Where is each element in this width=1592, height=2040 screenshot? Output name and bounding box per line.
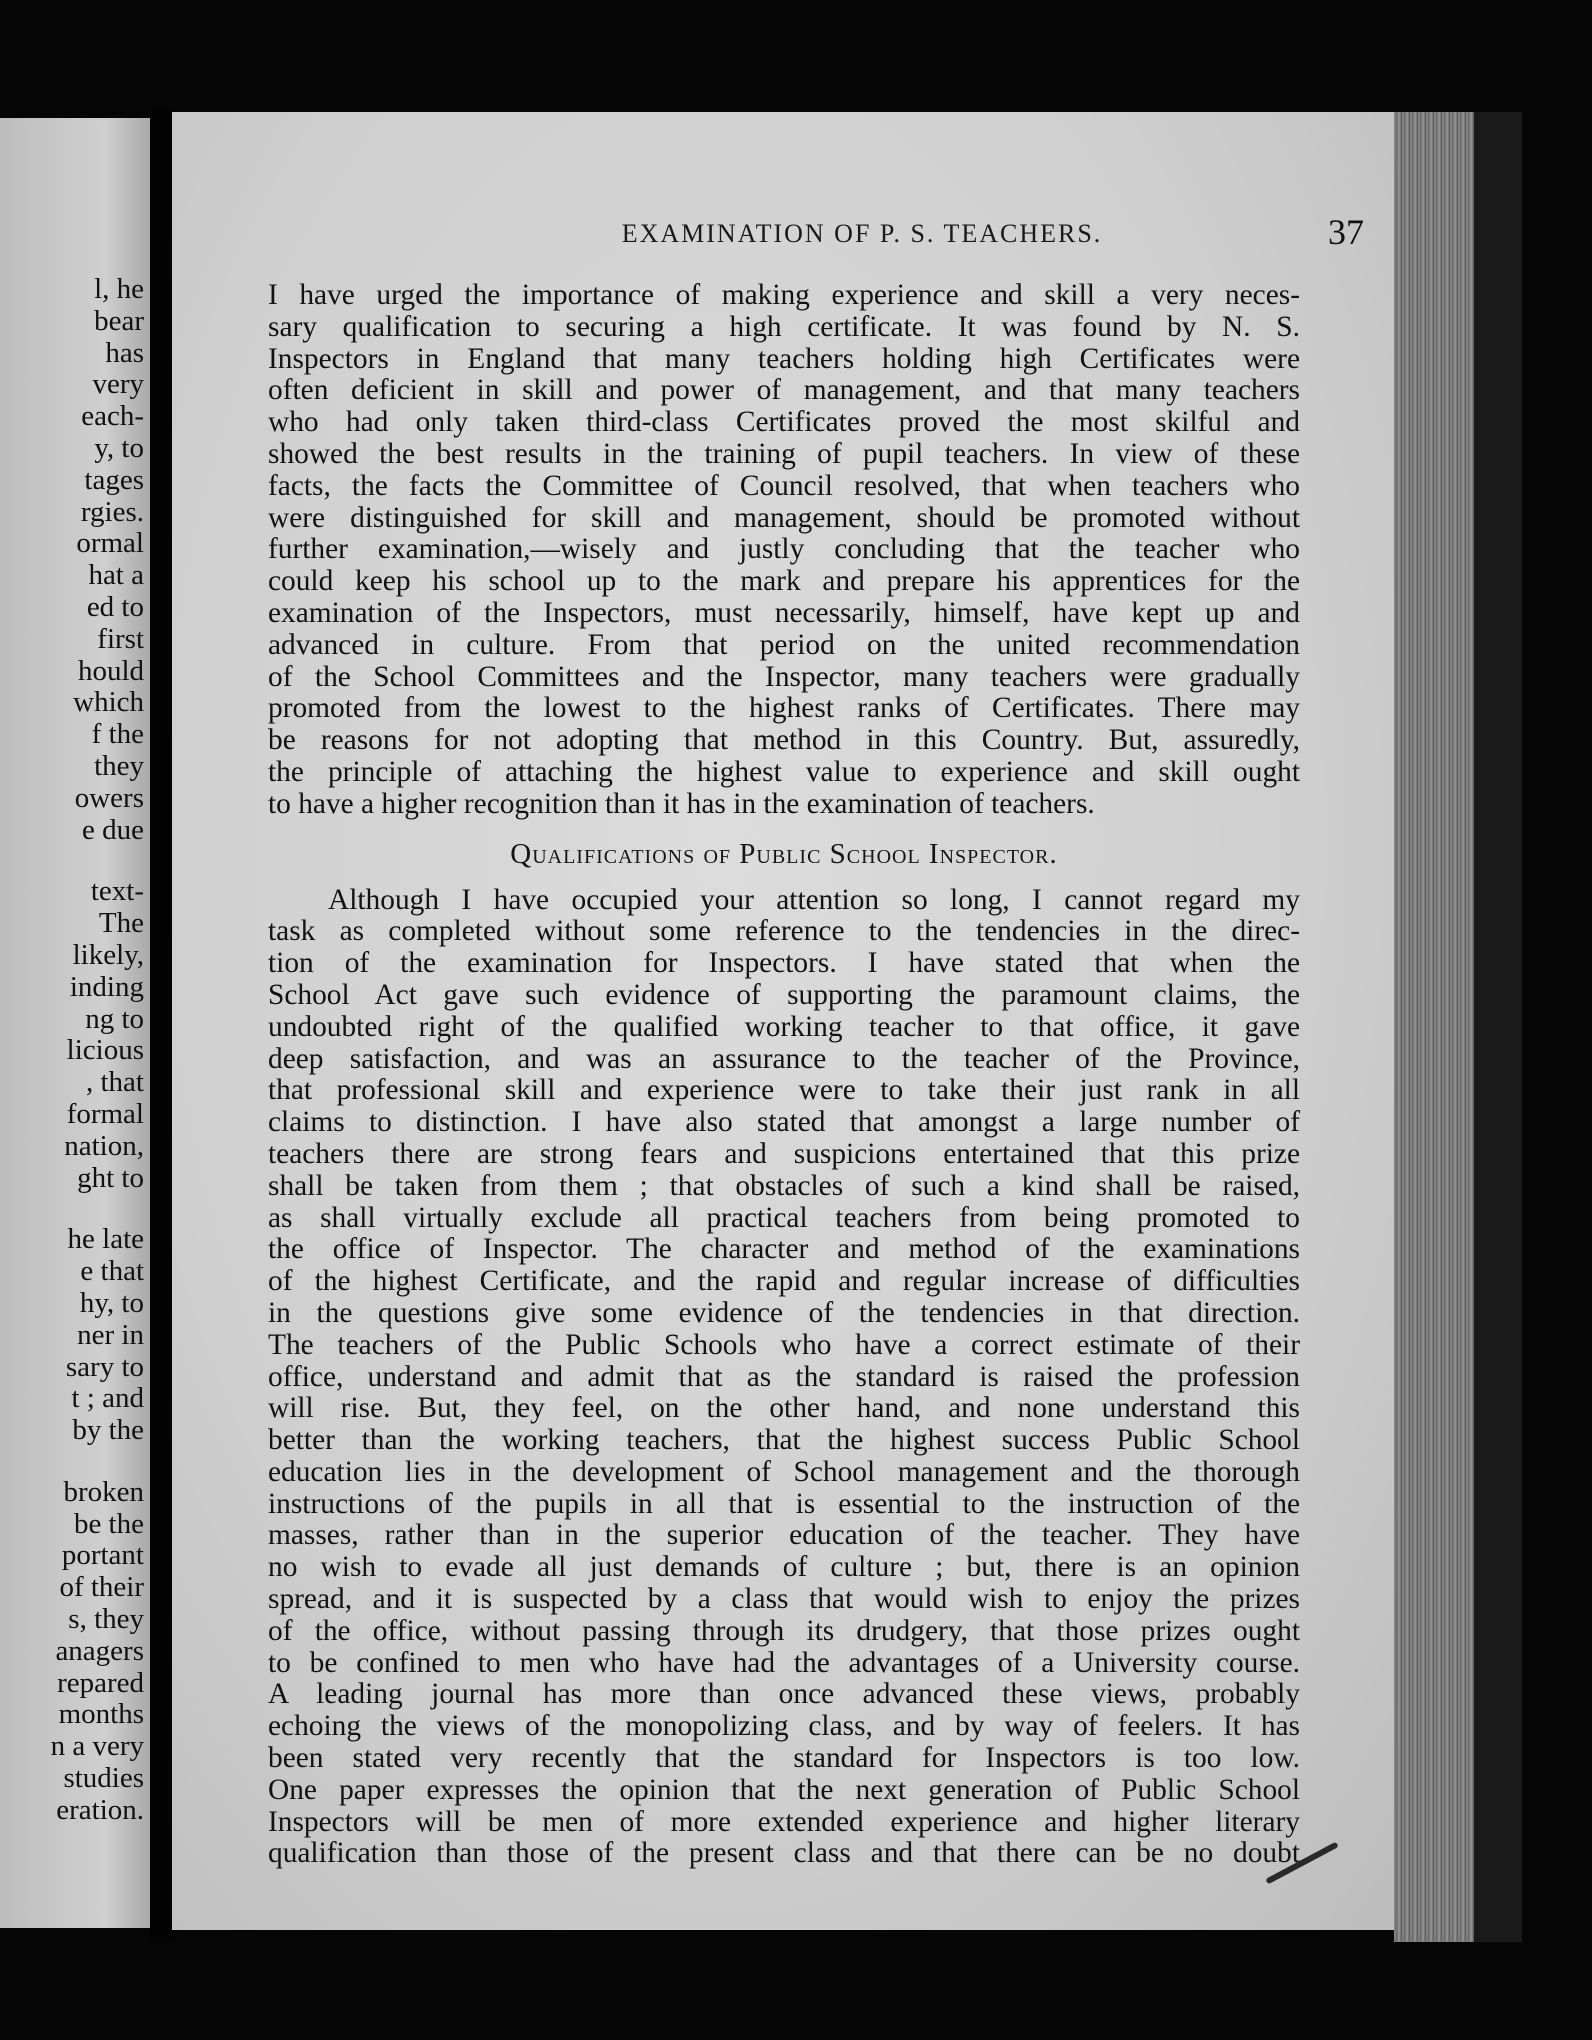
text-line: shall be taken from them ; that obstacles of such a kind shall be raised, [268, 1169, 1300, 1202]
left-page-line: they [94, 749, 144, 782]
left-page-line: nation, [64, 1129, 144, 1162]
left-page-line: which [73, 686, 144, 719]
left-page-line: portant [61, 1539, 144, 1572]
left-page-line: licious [66, 1034, 144, 1067]
left-page-line: he late [67, 1223, 144, 1256]
text-line: were distinguished for skill and management, should be promoted without [268, 501, 1300, 534]
text-line: One paper expresses the opinion that the next generation of Public School [268, 1773, 1300, 1806]
text-line: A leading journal has more than once advanced these views, probably [268, 1678, 1300, 1711]
left-page-text [0, 274, 144, 1827]
text-line: sary qualification to securing a high certificate. It was found by N. S. [268, 310, 1300, 343]
text-line: no wish to evade all just demands of culture ; but, there is an opinion [268, 1551, 1300, 1584]
left-page-line: inding [69, 970, 144, 1003]
left-page-line: ormal [76, 527, 144, 560]
left-page-line: formal [66, 1097, 144, 1130]
text-line: deep satisfaction, and was an assurance to the teacher of the Province, [268, 1042, 1300, 1075]
text-line: showed the best results in the training of pupil teachers. In view of these [268, 437, 1300, 470]
text-line: claims to distinction. I have also stated that amongst a large number of [268, 1106, 1300, 1139]
text-line: echoing the views of the monopolizing class, and by way of feelers. It has [268, 1710, 1300, 1743]
left-page-line: ed to [86, 590, 144, 623]
page-edges [1394, 112, 1474, 1942]
text-line: promoted from the lowest to the highest ranks of Certificates. There may [268, 692, 1300, 725]
left-page-line: hould [77, 654, 144, 687]
left-page-line: first [97, 622, 144, 655]
left-page-line: l, he [94, 273, 144, 305]
body-text [268, 280, 1300, 1870]
left-page-line: tages [84, 463, 144, 496]
left-page-line: repared [57, 1666, 144, 1699]
text-line: to be confined to men who have had the advantages of a University course. [268, 1646, 1300, 1679]
text-line: the office of Inspector. The character and method of the examinations [268, 1233, 1300, 1266]
text-line: facts, the facts the Committee of Council resolved, that when teachers who [268, 469, 1300, 502]
left-page-line: hy, to [79, 1286, 144, 1319]
left-page-line: sary to [65, 1350, 144, 1383]
left-page-line: t ; and [71, 1382, 144, 1415]
left-page-line: , that [86, 1066, 144, 1099]
page-number: 37 [1328, 212, 1364, 252]
text-line: Although I have occupied your attention so long, I cannot regard my [328, 883, 1300, 916]
left-page-gap [0, 1447, 144, 1477]
text-line: spread, and it is suspected by a class that would wish to enjoy the prizes [268, 1583, 1300, 1616]
section-heading-text: Qualifications of Public School Inspector. [510, 837, 1058, 870]
text-line: better than the working teachers, that the highest success Public School [268, 1424, 1300, 1457]
left-page-line: hat a [88, 559, 144, 592]
left-page-line: ng to [85, 1002, 144, 1035]
text-line: of the School Committees and the Inspector, many teachers were gradually [268, 660, 1300, 693]
left-page-line: s, they [68, 1603, 144, 1636]
text-line: I have urged the importance of making experience and skill a very neces- [268, 279, 1300, 311]
left-page-line: The [98, 907, 144, 940]
text-line: who had only taken third-class Certificates proved the most skilful and [268, 406, 1300, 439]
left-page-gap [0, 1194, 144, 1224]
text-line: instructions of the pupils in all that is essential to the instruction of the [268, 1487, 1300, 1520]
text-line: will rise. But, they feel, on the other hand, and none understand this [268, 1392, 1300, 1425]
text-line: in the questions give some evidence of the tendencies in that direction. [268, 1296, 1300, 1329]
text-line: that professional skill and experience were to take their just rank in all [268, 1074, 1300, 1107]
text-line: often deficient in skill and power of management, and that many teachers [268, 374, 1300, 407]
text-line: qualification than those of the present class and that there can be no doubt [268, 1837, 1300, 1870]
left-page-line: very [92, 368, 144, 401]
running-title: EXAMINATION OF P. S. TEACHERS. [621, 219, 1103, 248]
left-page-line: rgies. [80, 495, 144, 528]
left-page-gap [0, 846, 144, 876]
text-line: undoubted right of the qualified working teacher to that office, it gave [268, 1010, 1300, 1043]
text-line: task as completed without some reference to the tendencies in the direc- [268, 915, 1300, 948]
left-facing-page [0, 118, 150, 1928]
left-page-line: e that [80, 1255, 144, 1288]
text-line: of the office, without passing through its drudgery, that those prizes ought [268, 1614, 1300, 1647]
left-page-line: be the [73, 1507, 144, 1540]
left-page-line: e due [82, 813, 144, 846]
text-line: teachers there are strong fears and suspicions entertained that this prize [268, 1137, 1300, 1170]
text-line: The teachers of the Public Schools who have a correct estimate of their [268, 1328, 1300, 1361]
left-page-line: studies [63, 1762, 144, 1795]
left-page-line: months [58, 1698, 144, 1731]
left-page-line: ner in [77, 1318, 144, 1351]
paragraph-1 [268, 280, 1300, 821]
text-line: masses, rather than in the superior education of the teacher. They have [268, 1519, 1300, 1552]
left-page-line: each- [81, 400, 144, 433]
left-page-line: anagers [55, 1634, 144, 1667]
left-page-line: bear [94, 304, 144, 337]
text-line: further examination,—wisely and justly concluding that the teacher who [268, 533, 1300, 566]
text-line: Inspectors will be men of more extended experience and higher literary [268, 1805, 1300, 1838]
section-heading [268, 823, 1300, 885]
left-page-line: has [105, 336, 144, 369]
text-line: could keep his school up to the mark and prepare his apprentices for the [268, 565, 1300, 598]
left-page-line: by the [72, 1414, 144, 1447]
book-page [172, 112, 1394, 1930]
text-line: tion of the examination for Inspectors. I have stated that when the [268, 947, 1300, 980]
left-page-line: text- [90, 875, 144, 908]
text-line: the principle of attaching the highest value to experience and skill ought [268, 755, 1300, 788]
left-page-line: likely, [72, 938, 144, 971]
left-page-line: y, to [94, 431, 144, 464]
text-line: education lies in the development of School management and the thorough [268, 1455, 1300, 1488]
paragraph-2 [268, 885, 1300, 1871]
text-line: been stated very recently that the standard for Inspectors is too low. [268, 1742, 1300, 1775]
text-line: be reasons for not adopting that method in this Country. But, assuredly, [268, 724, 1300, 757]
left-page-line: ght to [77, 1161, 144, 1194]
text-line: of the highest Certificate, and the rapid and regular increase of difficulties [268, 1265, 1300, 1298]
left-page-line: of their [59, 1571, 144, 1604]
left-page-line: owers [74, 781, 144, 814]
text-line: as shall virtually exclude all practical teachers from being promoted to [268, 1201, 1300, 1234]
left-page-line: f the [91, 718, 144, 751]
running-head [512, 212, 1364, 256]
text-line: examination of the Inspectors, must necessarily, himself, have kept up and [268, 596, 1300, 629]
text-line: to have a higher recognition than it has in the examination of teachers. [268, 787, 1095, 820]
text-line: School Act gave such evidence of supporting the paramount claims, the [268, 978, 1300, 1011]
text-line: advanced in culture. From that period on the united recommendation [268, 628, 1300, 661]
book-cover-edge [1474, 112, 1522, 1942]
left-page-line: broken [63, 1475, 144, 1508]
left-page-line: n a very [50, 1730, 144, 1763]
text-line: office, understand and admit that as the standard is raised the profession [268, 1360, 1300, 1393]
text-line: Inspectors in England that many teachers holding high Certificates were [268, 342, 1300, 375]
left-page-line: eration. [56, 1793, 144, 1826]
book-gutter [150, 110, 172, 1940]
